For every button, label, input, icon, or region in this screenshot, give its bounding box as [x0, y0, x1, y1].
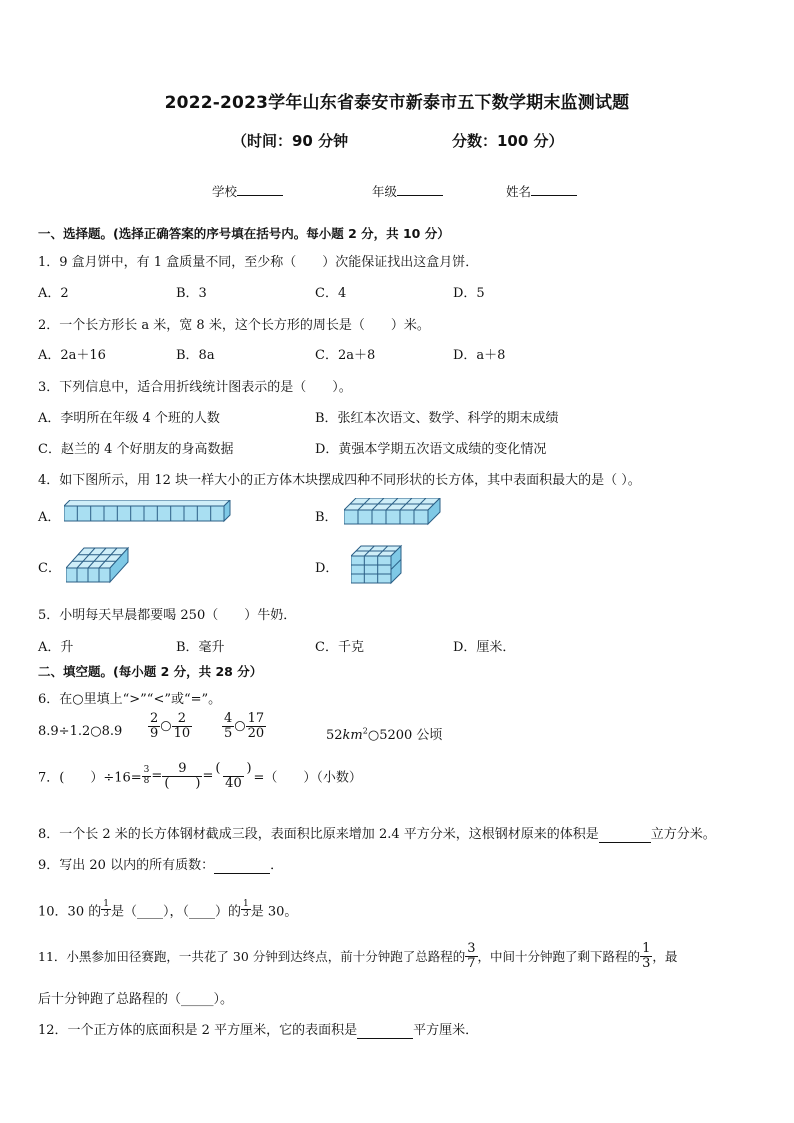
name-blank[interactable]	[531, 183, 577, 196]
fraction: $\frac{4}{5}$	[224, 711, 233, 741]
compare-circle[interactable]: ○	[160, 718, 172, 734]
q3-option-d[interactable]: D．黄强本学期五次语文成绩的变化情况	[315, 442, 547, 457]
q4-figure-c-4x3x1-block	[66, 546, 132, 584]
answer-blank[interactable]	[599, 827, 651, 843]
q2-option-c[interactable]: C．2a＋8	[315, 348, 376, 363]
q1-option-a[interactable]: A．2	[38, 286, 69, 301]
question-2: 2．一个长方形长 a 米，宽 8 米，这个长方形的周长是（ ）米。	[38, 318, 430, 333]
q6-item-2	[148, 712, 192, 740]
q3-option-a[interactable]: A．李明所在年级 4 个班的人数	[38, 411, 220, 426]
fraction: $\frac{17}{20}$	[247, 711, 265, 741]
name-label: 姓名	[506, 184, 532, 199]
q2-option-d[interactable]: D．a＋8	[453, 348, 506, 363]
question-11-line-2: 后十分钟跑了总路程的（_____）。	[38, 992, 234, 1007]
q1-option-c[interactable]: C．4	[315, 286, 347, 301]
q6-item-3	[222, 712, 266, 740]
name-field[interactable]	[506, 182, 577, 200]
question-12: 12．一个正方体的底面积是 2 平方厘米，它的表面积是 平方厘米．	[38, 1023, 479, 1038]
q5-option-c[interactable]: C．千克	[315, 640, 364, 655]
time-limit: （时间：90 分钟	[232, 132, 349, 150]
q2-option-b[interactable]: B．8a	[176, 348, 215, 363]
fraction: $\frac{1}{3}$	[103, 899, 109, 920]
question-5: 5．小明每天早晨都要喝 250（ ）牛奶．	[38, 608, 297, 623]
answer-blank[interactable]	[357, 1023, 413, 1039]
q6-item-4: $52km^2○5200$ 公顷	[326, 726, 443, 743]
school-blank[interactable]	[237, 183, 283, 196]
q4-option-c[interactable]: C．	[38, 561, 61, 576]
school-field[interactable]	[212, 182, 283, 200]
question-1: 1．9 盒月饼中，有 1 盒质量不同，至少称（ ）次能保证找出这盒月饼．	[38, 255, 479, 270]
fraction: $\frac{2}{10}$	[173, 711, 191, 741]
q6-item-1: 8.9÷1.2○8.9	[38, 724, 123, 739]
fraction: $\frac{1}{3}$	[642, 941, 651, 971]
q4-figure-a-12x1x1-block	[64, 500, 234, 526]
fraction: $\frac{( )}{40}$	[215, 761, 252, 791]
question-10: 10．30 的 $\frac{1}{3}$ 是（____），（____）的 $\frac{1}{3}$ 是 30。	[38, 899, 298, 920]
q3-option-b[interactable]: B．张红本次语文、数学、科学的期末成绩	[315, 411, 559, 426]
question-11: 11．小黑参加田径赛跑，一共花了 30 分钟到达终点，前十分钟跑了总路程的 $\frac{3}{7}$ ，中间十分钟跑了剩下路程的 $\frac{1}{3}$ ，最	[38, 941, 678, 971]
fraction: $\frac{9}{( )}$	[164, 761, 201, 791]
section-2-title: 二、填空题。(每小题 2 分，共 28 分）	[38, 664, 263, 679]
question-6: 6．在○里填上“>”“<”或“=”。	[38, 692, 222, 707]
fraction: $\frac{1}{3}$	[242, 899, 249, 920]
question-8: 8．一个长 2 米的长方体钢材截成三段，表面积比原来增加 2.4 平方分米，这根钢材原来的体积是 立方分米。	[38, 827, 716, 842]
q3-option-c[interactable]: C．赵兰的 4 个好朋友的身高数据	[38, 442, 234, 457]
grade-field[interactable]	[372, 182, 443, 200]
question-4: 4．如下图所示，用 12 块一样大小的正方体木块摆成四种不同形状的长方体，其中表面积最大的是（ ）。	[38, 473, 641, 488]
section-1-title: 一、选择题。(选择正确答案的序号填在括号内。每小题 2 分，共 10 分）	[38, 226, 450, 241]
q4-option-d[interactable]: D．	[315, 561, 339, 576]
question-7: 7．( ）÷16= $\frac{3}{8}$ = $\frac{9}{( )}$ = $\frac{( )}{40}$ =（ ）（小数）	[38, 761, 362, 791]
q5-option-d[interactable]: D．厘米．	[453, 640, 516, 655]
answer-blank[interactable]	[214, 858, 270, 874]
grade-blank[interactable]	[397, 183, 443, 196]
question-3: 3．下列信息中，适合用折线统计图表示的是（ ）。	[38, 380, 352, 395]
fraction: $\frac{3}{7}$	[467, 941, 476, 971]
q1-option-b[interactable]: B．3	[176, 286, 207, 301]
grade-label: 年级	[372, 184, 398, 199]
q1-option-d[interactable]: D．5	[453, 286, 485, 301]
q4-figure-b-6x2x1-block	[344, 498, 442, 528]
q4-figure-d-3x2x2-block	[351, 544, 407, 586]
fraction: $\frac{2}{9}$	[150, 711, 159, 741]
compare-circle[interactable]: ○	[234, 718, 246, 734]
q5-option-a[interactable]: A．升	[38, 640, 74, 655]
school-label: 学校	[212, 184, 238, 199]
q5-option-b[interactable]: B．毫升	[176, 640, 225, 655]
page-title: 2022-2023学年山东省泰安市新泰市五下数学期末监测试题	[164, 93, 630, 113]
q4-option-a[interactable]: A．	[38, 510, 61, 525]
question-9: 9．写出 20 以内的所有质数： ．	[38, 858, 284, 873]
total-score: 分数：100 分）	[452, 132, 564, 150]
q2-option-a[interactable]: A．2a＋16	[38, 348, 106, 363]
q4-option-b[interactable]: B．	[315, 510, 338, 525]
fraction: $\frac{3}{8}$	[143, 765, 150, 786]
